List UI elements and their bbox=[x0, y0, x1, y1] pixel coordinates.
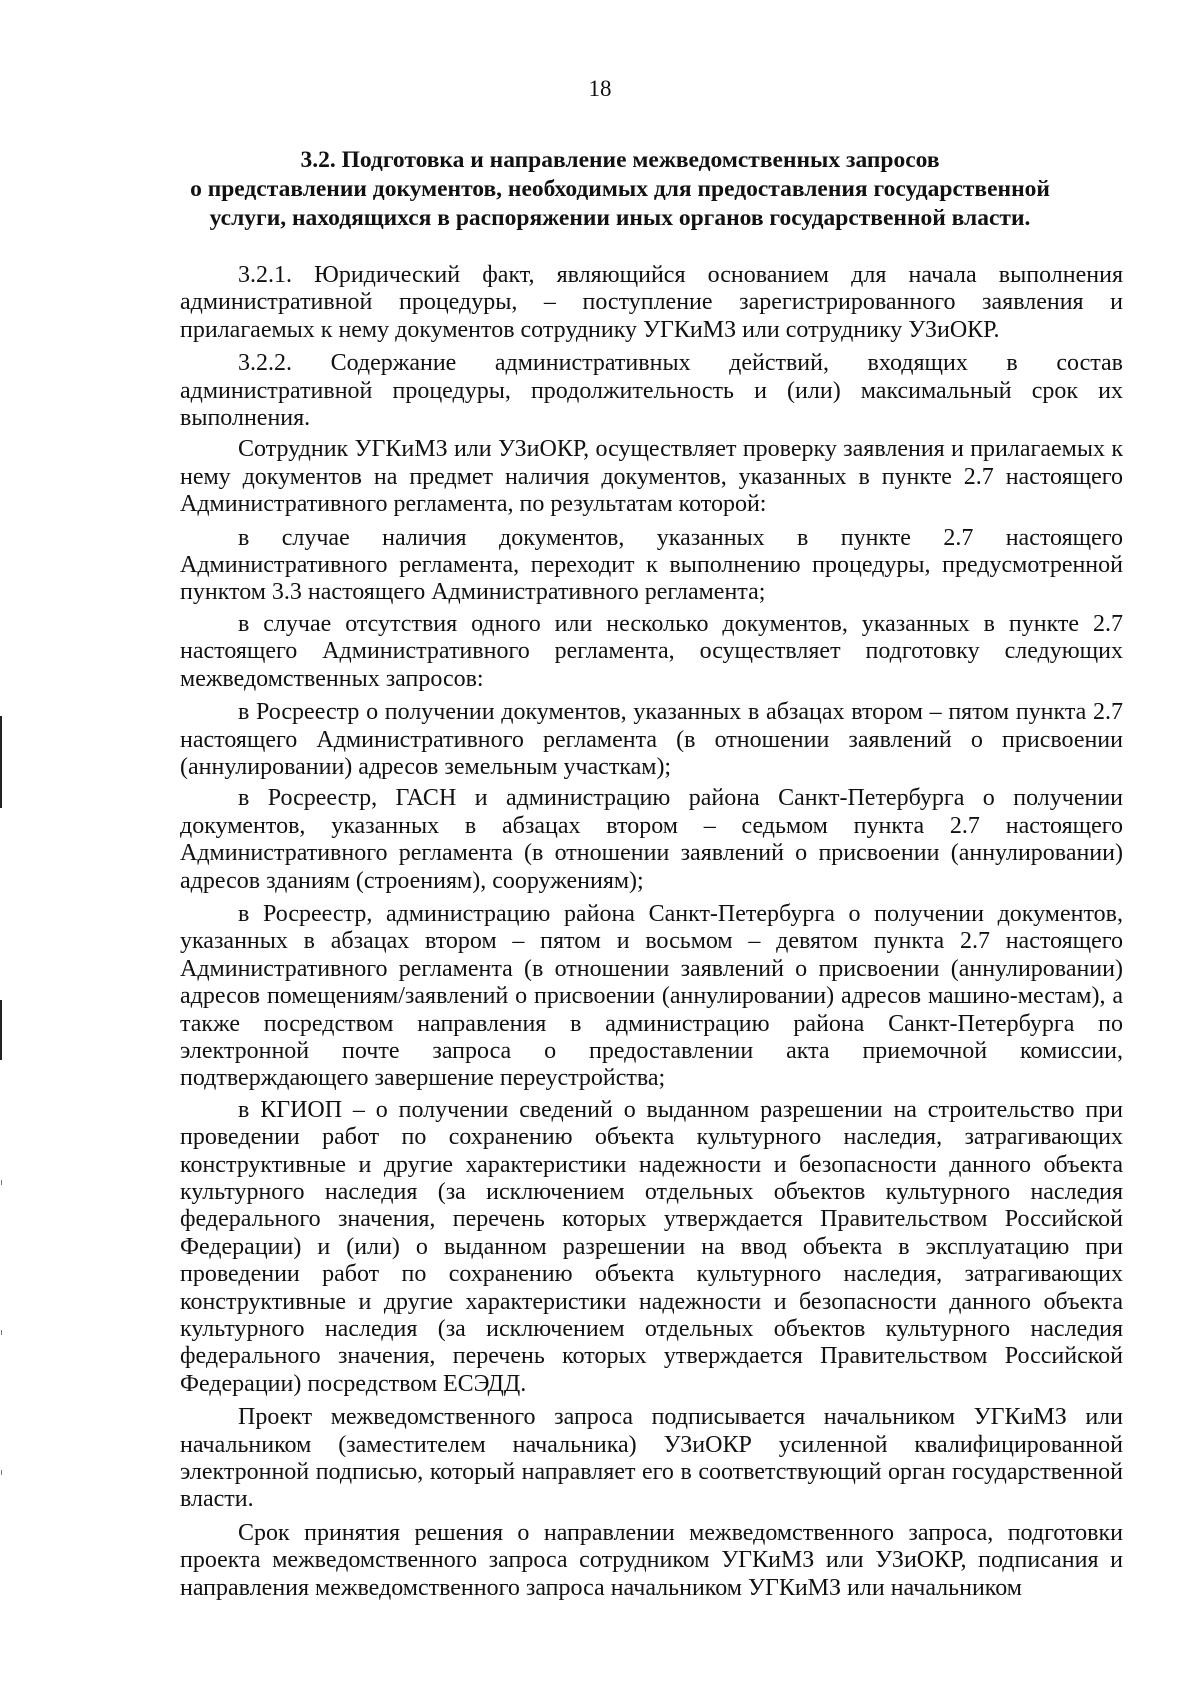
page-number: 18 bbox=[588, 76, 612, 101]
section-heading-line: о представлении документов, необходимых для предоставления государственной bbox=[190, 176, 1050, 202]
paragraph: Срок принятия решения о направлении межведомственного запроса, подготовки проекта межведомственного запроса сотрудником УГКиМЗ или УЗиОКР, подписания и направления межведомственного запроса начальником УГКиМЗ или начальником bbox=[180, 1519, 1123, 1601]
paragraph: Проект межведомственного запроса подписывается начальником УГКиМЗ или начальником (заместителем начальника) УЗиОКР усиленной квалифицированной электронной подписью, который направляет его в соответствующий орган государственной власти. bbox=[180, 1404, 1123, 1513]
scan-edge-dot bbox=[1, 1470, 2, 1475]
section-heading-line: 3.2. Подготовка и направление межведомственных запросов bbox=[300, 147, 940, 173]
paragraph: в Росреестр, ГАСН и администрацию района Санкт-Петербурга о получении документов, указанных в абзацах втором – седьмом пункта 2.7 настоящего Административного регламента (в отношении заявлений о присвоении (аннулировании) адресов зданиям (строениям), сооружениям); bbox=[180, 785, 1123, 894]
paragraph: в случае наличия документов, указанных в пункте 2.7 настоящего Административного регламента, переходит к выполнению процедуры, предусмотренной пунктом 3.3 настоящего Административного регламента; bbox=[180, 524, 1123, 606]
document-body bbox=[180, 262, 1123, 1608]
scan-edge-mark bbox=[0, 1000, 2, 1060]
paragraph: в Росреестр о получении документов, указанных в абзацах втором – пятом пункта 2.7 настоящего Административного регламента (в отношении заявлений о присвоении (аннулировании) адресов земельным участкам); bbox=[180, 699, 1123, 780]
section-heading-line: услуги, находящихся в распоряжении иных органов государственной власти. bbox=[209, 205, 1031, 231]
paragraph: в КГИОП – о получении сведений о выданном разрешении на строительство при проведении работ по сохранению объекта культурного наследия, затрагивающих конструктивные и другие характеристики надежности и безопасности данного объекта культурного наследия (за исключением отдельных объектов культурного наследия федерального значения, перечень которых утверждается Правительством Российской Федерации) и (или) о выданном разрешении на ввод объекта в эксплуатацию при проведении работ по сохранению объекта культурного наследия, затрагивающих конструктивные и другие характеристики надежности и безопасности данного объекта культурного наследия (за исключением отдельных объектов культурного наследия федерального значения, перечень которых утверждается Правительством Российской Федерации) посредством ЕСЭДД. bbox=[180, 1096, 1123, 1397]
paragraph: Сотрудник УГКиМЗ или УЗиОКР, осуществляет проверку заявления и прилагаемых к нему документов на предмет наличия документов, указанных в пункте 2.7 настоящего Административного регламента, по результатам которой: bbox=[180, 436, 1123, 518]
paragraph: 3.2.2. Содержание административных действий, входящих в состав административной процедуры, продолжительность и (или) максимальный срок их выполнения. bbox=[180, 350, 1123, 432]
paragraph: в случае отсутствия одного или несколько документов, указанных в пункте 2.7 настоящего Административного регламента, осуществляет подготовку следующих межведомственных запросов: bbox=[180, 610, 1123, 692]
scan-edge-mark bbox=[0, 716, 2, 808]
scan-edge-dot bbox=[1, 1180, 2, 1185]
paragraph: в Росреестр, администрацию района Санкт-Петербурга о получении документов, указанных в абзацах втором – пятом и восьмом – девятом пункта 2.7 настоящего Административного регламента (в отношении заявлений о присвоении (аннулировании) адресов помещениям/заявлений о присвоении (аннулировании) адресов машино-местам), а также посредством направления в администрацию района Санкт-Петербурга по электронной почте запроса о предоставлении акта приемочной комиссии, подтверждающего завершение переустройства; bbox=[180, 900, 1123, 1092]
scan-edge-dot bbox=[1, 1330, 2, 1335]
paragraph: 3.2.1. Юридический факт, являющийся основанием для начала выполнения административной процедуры, – поступление зарегистрированного заявления и прилагаемых к нему документов сотруднику УГКиМЗ или сотруднику УЗиОКР. bbox=[180, 262, 1123, 343]
section-heading bbox=[180, 146, 1060, 233]
